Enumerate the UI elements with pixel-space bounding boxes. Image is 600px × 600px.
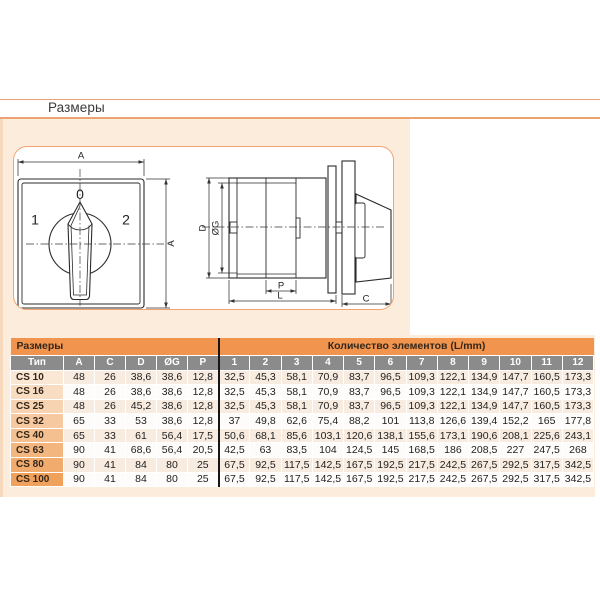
dim-cell: 65: [64, 428, 95, 443]
element-cell: 58,1: [281, 370, 312, 385]
element-cell: 113,8: [406, 414, 437, 429]
column-header: 7: [406, 355, 437, 370]
position-label-1: 1: [31, 211, 39, 228]
element-cell: 67,5: [219, 458, 250, 473]
dim-cell: 38,6: [157, 399, 188, 414]
column-header: 5: [344, 355, 375, 370]
column-header-row: [11, 355, 594, 370]
element-cell: 147,7: [500, 370, 531, 385]
element-cell: 124,5: [344, 443, 375, 458]
dim-cell: 56,4: [157, 428, 188, 443]
element-cell: 173,3: [562, 399, 593, 414]
element-cell: 70,9: [312, 385, 343, 400]
element-cell: 122,1: [437, 385, 468, 400]
element-cell: 173,3: [562, 370, 593, 385]
element-cell: 32,5: [219, 370, 250, 385]
type-cell: CS 40: [11, 428, 64, 443]
front-plate: [342, 161, 355, 294]
column-header: 6: [375, 355, 406, 370]
type-cell: CS 10: [11, 370, 64, 385]
column-header: 12: [562, 355, 593, 370]
element-cell: 242,5: [437, 472, 468, 487]
element-cell: 267,5: [469, 472, 500, 487]
column-header: 2: [250, 355, 281, 370]
element-cell: 139,4: [469, 414, 500, 429]
element-cell: 88,2: [344, 414, 375, 429]
element-cell: 168,5: [406, 443, 437, 458]
column-header: 11: [531, 355, 562, 370]
element-cell: 186: [437, 443, 468, 458]
element-cell: 134,9: [469, 370, 500, 385]
element-cell: 317,5: [531, 458, 562, 473]
left-edge-strip: [0, 119, 3, 497]
element-cell: 145: [375, 443, 406, 458]
element-cell: 122,1: [437, 399, 468, 414]
dim-cell: 12,8: [188, 414, 219, 429]
dim-cell: 53: [126, 414, 157, 429]
element-cell: 67,5: [219, 472, 250, 487]
type-cell: CS 100: [11, 472, 64, 487]
column-header: 3: [281, 355, 312, 370]
element-cell: 68,1: [250, 428, 281, 443]
dim-cell: 56,4: [157, 443, 188, 458]
element-cell: 101: [375, 414, 406, 429]
drawing-panel: [0, 119, 410, 335]
element-cell: 49,8: [250, 414, 281, 429]
element-cell: 96,5: [375, 370, 406, 385]
element-cell: 50,6: [219, 428, 250, 443]
section-header-dimensions: Размеры: [11, 338, 219, 355]
element-cell: 117,5: [281, 472, 312, 487]
element-cell: 32,5: [219, 385, 250, 400]
element-cell: 103,1: [312, 428, 343, 443]
column-header: 1: [219, 355, 250, 370]
element-cell: 165: [531, 414, 562, 429]
dim-cell: 17,5: [188, 428, 219, 443]
element-cell: 142,5: [312, 458, 343, 473]
type-cell: CS 25: [11, 399, 64, 414]
dim-cell: 48: [64, 370, 95, 385]
column-header: P: [188, 355, 219, 370]
element-cell: 70,9: [312, 370, 343, 385]
dim-cell: 12,8: [188, 399, 219, 414]
element-cell: 134,9: [469, 399, 500, 414]
table-row: [11, 414, 594, 429]
element-cell: 208,1: [500, 428, 531, 443]
element-cell: 227: [500, 443, 531, 458]
element-cell: 62,6: [281, 414, 312, 429]
dim-label-p: P: [277, 280, 285, 292]
element-cell: 342,5: [562, 472, 593, 487]
element-cell: 155,6: [406, 428, 437, 443]
element-cell: 152,2: [500, 414, 531, 429]
element-cell: 45,3: [250, 370, 281, 385]
dim-cell: 12,8: [188, 385, 219, 400]
dim-cell: 38,6: [126, 385, 157, 400]
dim-cell: 84: [126, 472, 157, 487]
element-cell: 243,1: [562, 428, 593, 443]
dim-cell: 12,8: [188, 370, 219, 385]
dim-cell: 41: [95, 472, 126, 487]
column-header: 9: [469, 355, 500, 370]
column-header: C: [95, 355, 126, 370]
dim-cell: 26: [95, 385, 126, 400]
table-row: [11, 472, 594, 487]
element-cell: 225,6: [531, 428, 562, 443]
dim-cell: 26: [95, 370, 126, 385]
dim-cell: 25: [188, 458, 219, 473]
dim-cell: 80: [157, 472, 188, 487]
dim-cell: 68,6: [126, 443, 157, 458]
element-cell: 292,5: [500, 472, 531, 487]
element-cell: 45,3: [250, 385, 281, 400]
section-header-elements: Количество элементов (L/mm): [219, 338, 594, 355]
dim-label-a-top: A: [77, 150, 85, 162]
dim-cell: 38,6: [157, 385, 188, 400]
dim-cell: 65: [64, 414, 95, 429]
element-cell: 58,1: [281, 399, 312, 414]
dim-cell: 33: [95, 428, 126, 443]
element-cell: 120,6: [344, 428, 375, 443]
side-view: [229, 161, 391, 294]
position-label-2: 2: [122, 211, 130, 228]
type-cell: CS 32: [11, 414, 64, 429]
dim-cell: 90: [64, 472, 95, 487]
type-cell: CS 80: [11, 458, 64, 473]
column-header: Тип: [11, 355, 64, 370]
dim-cell: 45,2: [126, 399, 157, 414]
dim-cell: 41: [95, 443, 126, 458]
element-cell: 37: [219, 414, 250, 429]
element-cell: 160,5: [531, 370, 562, 385]
element-cell: 32,5: [219, 399, 250, 414]
table-row: [11, 385, 594, 400]
mounting-plate-thin: [328, 166, 336, 293]
element-cell: 42,5: [219, 443, 250, 458]
type-cell: CS 63: [11, 443, 64, 458]
element-cell: 83,7: [344, 399, 375, 414]
element-cell: 63: [250, 443, 281, 458]
element-cell: 173,3: [562, 385, 593, 400]
dim-cell: 80: [157, 458, 188, 473]
table-row: [11, 399, 594, 414]
element-cell: 96,5: [375, 385, 406, 400]
element-cell: 109,3: [406, 385, 437, 400]
dim-label-og: ØG: [210, 220, 222, 236]
element-cell: 92,5: [250, 458, 281, 473]
element-cell: 75,4: [312, 414, 343, 429]
element-cell: 96,5: [375, 399, 406, 414]
element-cell: 122,1: [437, 370, 468, 385]
page-title: Размеры: [48, 100, 105, 115]
element-cell: 92,5: [250, 472, 281, 487]
dim-label-l: L: [277, 290, 283, 302]
element-cell: 58,1: [281, 385, 312, 400]
element-cell: 104: [312, 443, 343, 458]
element-cell: 242,5: [437, 458, 468, 473]
dim-cell: 84: [126, 458, 157, 473]
element-cell: 160,5: [531, 399, 562, 414]
element-cell: 167,5: [344, 458, 375, 473]
column-header: 8: [437, 355, 468, 370]
column-header: 4: [312, 355, 343, 370]
element-cell: 247,5: [531, 443, 562, 458]
table-panel: [0, 335, 595, 497]
element-cell: 70,9: [312, 399, 343, 414]
dim-cell: 33: [95, 414, 126, 429]
type-cell: CS 16: [11, 385, 64, 400]
element-cell: 177,8: [562, 414, 593, 429]
body-left-clip: [230, 222, 237, 233]
element-cell: 160,5: [531, 385, 562, 400]
table-row: [11, 370, 594, 385]
element-cell: 192,5: [375, 472, 406, 487]
element-cell: 45,3: [250, 399, 281, 414]
dim-cell: 38,6: [157, 414, 188, 429]
element-cell: 85,6: [281, 428, 312, 443]
element-cell: 217,5: [406, 472, 437, 487]
dim-cell: 90: [64, 458, 95, 473]
dim-label-d: D: [197, 224, 209, 232]
element-cell: 147,7: [500, 399, 531, 414]
element-cell: 342,5: [562, 458, 593, 473]
element-cell: 126,6: [437, 414, 468, 429]
column-header: A: [64, 355, 95, 370]
table-row: [11, 458, 594, 473]
dim-cell: 61: [126, 428, 157, 443]
element-cell: 117,5: [281, 458, 312, 473]
table-row: [11, 428, 594, 443]
section-header-row: [11, 338, 594, 355]
column-header: ØG: [157, 355, 188, 370]
dim-label-a-right: A: [166, 240, 177, 247]
element-cell: 192,5: [375, 458, 406, 473]
element-cell: 83,7: [344, 385, 375, 400]
body-right-tab: [296, 218, 300, 238]
dim-cell: 48: [64, 399, 95, 414]
dim-cell: 38,6: [157, 370, 188, 385]
column-header: D: [126, 355, 157, 370]
knob-grip: [355, 203, 365, 258]
element-cell: 208,5: [469, 443, 500, 458]
element-cell: 83,7: [344, 370, 375, 385]
dim-cell: 48: [64, 385, 95, 400]
element-cell: 142,5: [312, 472, 343, 487]
element-cell: 217,5: [406, 458, 437, 473]
position-label-0: 0: [76, 186, 84, 202]
element-cell: 167,5: [344, 472, 375, 487]
element-cell: 317,5: [531, 472, 562, 487]
drawing-box: [13, 146, 394, 310]
dim-cell: 20,5: [188, 443, 219, 458]
dimensions-table: [10, 338, 594, 487]
technical-drawing: [14, 147, 394, 310]
element-cell: 83,5: [281, 443, 312, 458]
element-cell: 173,1: [437, 428, 468, 443]
dim-cell: 25: [188, 472, 219, 487]
element-cell: 134,9: [469, 385, 500, 400]
table-row: [11, 443, 594, 458]
dim-cell: 90: [64, 443, 95, 458]
dim-cell: 38,6: [126, 370, 157, 385]
plate-center-clip: [336, 222, 342, 233]
switch-body: [229, 178, 326, 278]
element-cell: 292,5: [500, 458, 531, 473]
element-cell: 138,1: [375, 428, 406, 443]
dim-cell: 26: [95, 399, 126, 414]
element-cell: 147,7: [500, 385, 531, 400]
column-header: 10: [500, 355, 531, 370]
element-cell: 267,5: [469, 458, 500, 473]
element-cell: 109,3: [406, 399, 437, 414]
dim-label-c: C: [362, 293, 370, 305]
element-cell: 268: [562, 443, 593, 458]
element-cell: 190,6: [469, 428, 500, 443]
element-cell: 109,3: [406, 370, 437, 385]
dim-cell: 41: [95, 458, 126, 473]
